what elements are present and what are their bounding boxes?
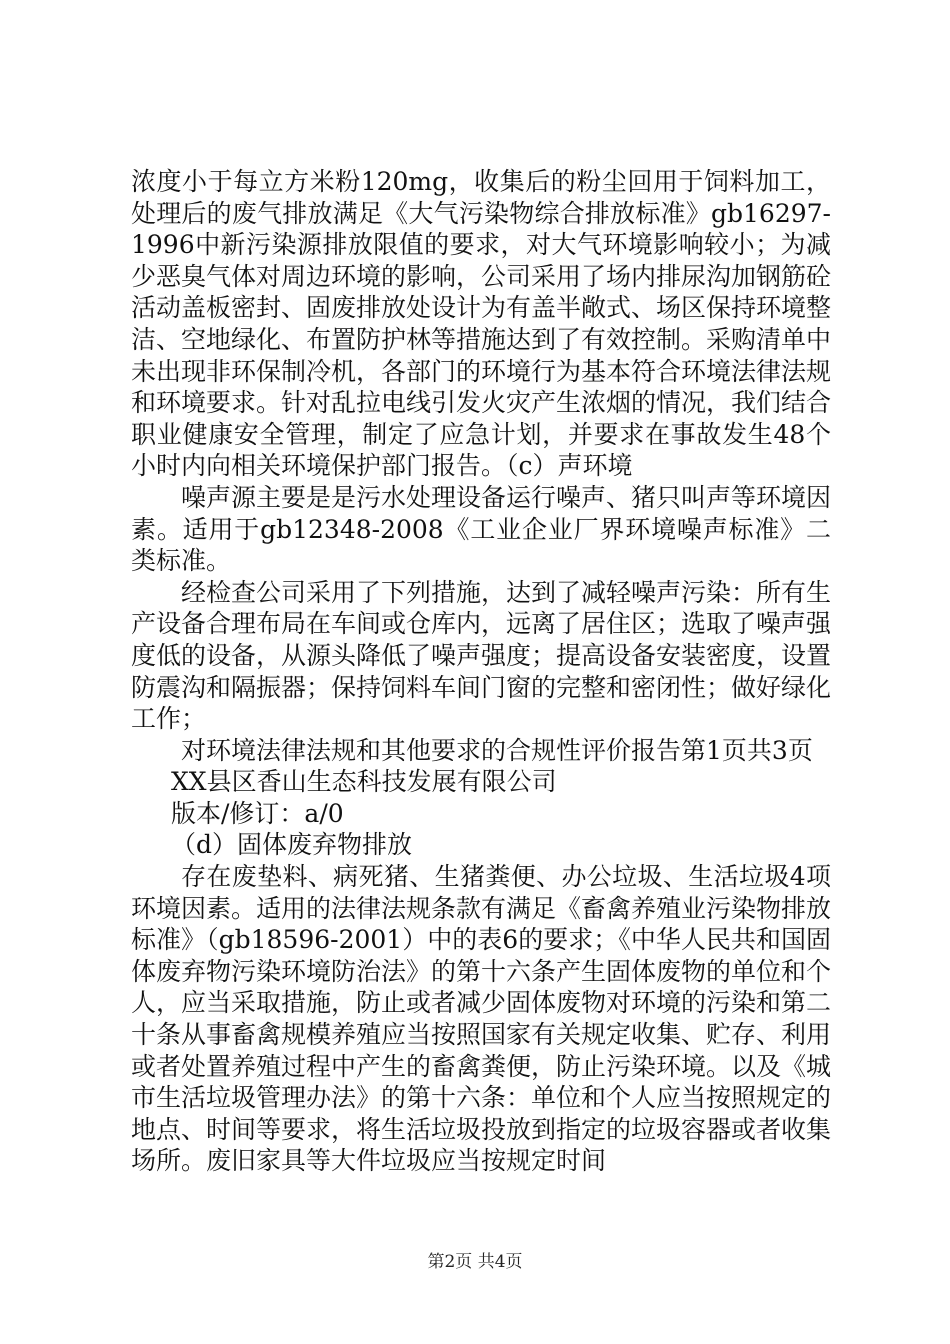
paragraph-air-emissions: 浓度小于每立方米粉120mg，收集后的粉尘回用于饲料加工，处理后的废气排放满足《大气污染物综合排放标准》gb16297-1996中新污染源排放限值的要求，对大气环境影响较小；为减少恶臭气体对周边环境的影响，公司采用了场内排尿沟加钢筋砼活动盖板密封、固废排放处设计为有盖半敞式、场区保持环境整洁、空地绿化、布置防护林等措施达到了有效控制。采购清单中未出现非环保制冷机，各部门的环境行为基本符合环境法律法规和环境要求。针对乱拉电线引发火灾产生浓烟的情况，我们结合职业健康安全管理，制定了应急计划，并要求在事故发生48个小时内向相关环境保护部门报告。（c）声环境 [131,167,832,481]
paragraph-noise-measures: 经检查公司采用了下列措施，达到了减轻噪声污染：所有生产设备合理布局在车间或仓库内，远离了居住区；选取了噪声强度低的设备，从源头降低了噪声强度；提高设备安装密度，设置防震沟和隔振器；保持饲料车间门窗的完整和密闭性；做好绿化工作； [131,577,832,734]
paragraph-version: 版本/修订：a/0 [171,798,344,828]
paragraph-solid-waste: 存在废垫料、病死猪、生猪粪便、办公垃圾、生活垃圾4项环境因素。适用的法律法规条款有满足《畜禽养殖业污染物排放标准》（gb18596-2001）中的表6的要求；《中华人民共和国固体废弃物污染环境防治法》的第十六条产生固体废物的单位和个人，应当采取措施，防止或者减少固体废物对环境的污染和第二十条从事畜禽规模养殖应当按照国家有关规定收集、贮存、利用或者处置养殖过程中产生的畜禽粪便，防止污染环境。以及《城市生活垃圾管理办法》的第十六条：单位和个人应当按照规定的地点、时间等要求，将生活垃圾投放到指定的垃圾容器或者收集场所。废旧家具等大件垃圾应当按规定时间 [131,862,832,1176]
paragraph-company-name: XX县区香山生态科技发展有限公司 [171,767,557,797]
paragraph-noise-sources: 噪声源主要是是污水处理设备运行噪声、猪只叫声等环境因素。适用于gb12348-2008《工业企业厂界环境噪声标准》二类标准。 [131,482,832,576]
section-heading-solid-waste: （d）固体废弃物排放 [171,830,413,860]
document-body [131,166,831,1177]
paragraph-report-page-note: 对环境法律法规和其他要求的合规性评价报告第1页共3页 [181,735,813,765]
page-footer: 第2页 共4页 [427,1252,523,1272]
